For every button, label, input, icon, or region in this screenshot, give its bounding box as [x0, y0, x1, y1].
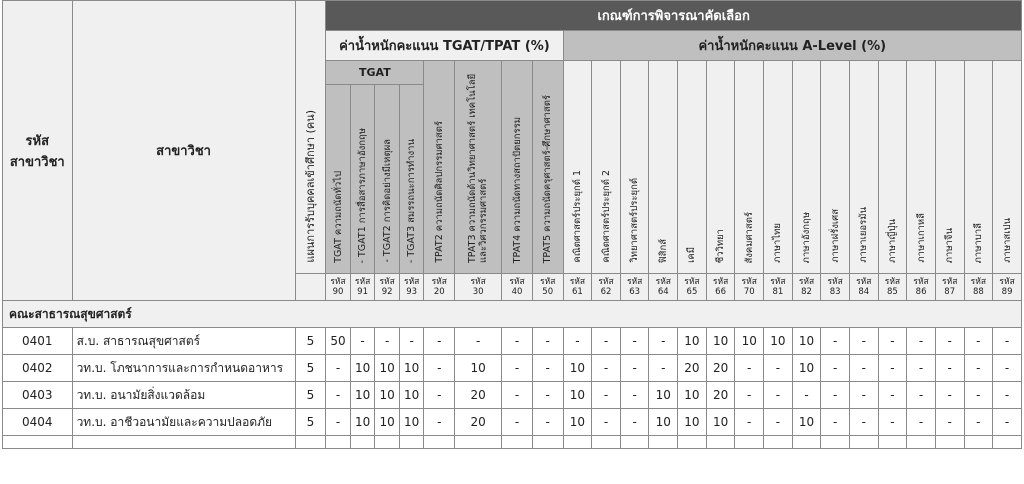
subject-code: รหัส 20 — [424, 274, 455, 301]
subject-label: ภาษาบาลี — [964, 61, 993, 274]
row-value: - — [821, 382, 850, 409]
row-value: - — [935, 328, 964, 355]
header-major: สาขาวิชา — [72, 1, 295, 301]
empty-cell — [592, 436, 621, 449]
row-value: - — [878, 328, 907, 355]
subject-label: คณิตศาสตร์ประยุกต์ 2 — [592, 61, 621, 274]
subject-code: รหัส 82 — [792, 274, 821, 301]
subject-code: รหัส 90 — [326, 274, 351, 301]
row-value: 10 — [649, 382, 678, 409]
row-value: - — [821, 409, 850, 436]
row-value: - — [592, 409, 621, 436]
subject-code: รหัส 70 — [735, 274, 764, 301]
subject-label: ภาษาฝรั่งเศส — [821, 61, 850, 274]
subject-label: วิทยาศาสตร์ประยุกต์ — [620, 61, 649, 274]
empty-cell — [907, 436, 936, 449]
subject-label: - TGAT1 การสื่อสารภาษาอังกฤษ — [350, 85, 375, 274]
row-value: - — [935, 355, 964, 382]
row-value: - — [907, 355, 936, 382]
row-value: - — [620, 409, 649, 436]
row-value: 10 — [563, 382, 592, 409]
subject-label: TGAT ความถนัดทั่วไป — [326, 85, 351, 274]
row-value: - — [764, 382, 793, 409]
empty-cell — [532, 436, 563, 449]
row-value: 10 — [678, 382, 707, 409]
subject-code: รหัส 83 — [821, 274, 850, 301]
row-value: 10 — [649, 409, 678, 436]
row-value: - — [502, 409, 533, 436]
row-value: 10 — [350, 382, 375, 409]
empty-cell — [678, 436, 707, 449]
row-value: - — [878, 409, 907, 436]
row-value: - — [455, 328, 502, 355]
row-value: - — [532, 355, 563, 382]
row-value: - — [532, 328, 563, 355]
row-plan: 5 — [295, 409, 326, 436]
subject-label: - TGAT2 การคิดอย่างมีเหตุผล — [375, 85, 400, 274]
subject-code: รหัส 61 — [563, 274, 592, 301]
row-value: - — [764, 355, 793, 382]
row-value: 10 — [706, 409, 735, 436]
row-value: 20 — [706, 355, 735, 382]
row-value: - — [993, 328, 1022, 355]
row-value: - — [326, 382, 351, 409]
row-code: 0404 — [3, 409, 73, 436]
subject-label: ภาษาญี่ปุ่น — [878, 61, 907, 274]
empty-cell — [563, 436, 592, 449]
row-value: 10 — [563, 409, 592, 436]
row-value: - — [849, 328, 878, 355]
empty-cell — [502, 436, 533, 449]
row-major: วท.บ. อาชีวอนามัยและความปลอดภัย — [72, 409, 295, 436]
subject-code: รหัส 89 — [993, 274, 1022, 301]
subject-label: ฟิสิกส์ — [649, 61, 678, 274]
table-row — [3, 409, 1022, 436]
header-plan: แผนการรับบุคคลเข้าศึกษา (คน) — [295, 1, 326, 274]
row-value: 50 — [326, 328, 351, 355]
row-code: 0402 — [3, 355, 73, 382]
row-value: 10 — [678, 409, 707, 436]
row-major: ส.บ. สาธารณสุขศาสตร์ — [72, 328, 295, 355]
table-row — [3, 436, 1022, 449]
row-value: 10 — [792, 409, 821, 436]
subject-label: TPAT4 ความถนัดทางสถาปัตยกรรม — [502, 61, 533, 274]
row-value: - — [326, 409, 351, 436]
subject-code: รหัส 92 — [375, 274, 400, 301]
row-value: - — [502, 328, 533, 355]
empty-cell — [706, 436, 735, 449]
empty-cell — [72, 436, 295, 449]
row-value: 10 — [375, 355, 400, 382]
row-value: - — [350, 328, 375, 355]
row-value: 10 — [399, 355, 424, 382]
row-value: - — [849, 382, 878, 409]
row-value: - — [849, 409, 878, 436]
faculty-heading: คณะสาธารณสุขศาสตร์ — [3, 301, 1022, 328]
row-value: 10 — [350, 409, 375, 436]
row-value: 10 — [563, 355, 592, 382]
subject-label: TPAT3 ความถนัดด้านวิทยาศาสตร์ เทคโนโลยี และวิศวกรรมศาสตร์ — [455, 61, 502, 274]
row-value: 10 — [399, 382, 424, 409]
row-value: 10 — [375, 382, 400, 409]
row-value: - — [399, 328, 424, 355]
row-value: 20 — [706, 382, 735, 409]
empty-cell — [350, 436, 375, 449]
empty-cell — [399, 436, 424, 449]
subject-label: TPAT2 ความถนัดศิลปกรรมศาสตร์ — [424, 61, 455, 274]
row-value: 10 — [678, 328, 707, 355]
subject-code: รหัส 88 — [964, 274, 993, 301]
empty-cell — [620, 436, 649, 449]
row-value: - — [964, 409, 993, 436]
row-value: - — [878, 355, 907, 382]
row-value: - — [735, 409, 764, 436]
subject-label: ภาษาอังกฤษ — [792, 61, 821, 274]
row-value: - — [592, 355, 621, 382]
empty-cell — [424, 436, 455, 449]
subject-code: รหัส 30 — [455, 274, 502, 301]
row-value: - — [935, 382, 964, 409]
row-value: - — [620, 355, 649, 382]
header-code: รหัส สาขาวิชา — [3, 1, 73, 301]
header-tgat: TGAT — [326, 61, 424, 85]
row-value: - — [935, 409, 964, 436]
subject-code: รหัส 84 — [849, 274, 878, 301]
plan-code-cell — [295, 274, 326, 301]
subject-code: รหัส 66 — [706, 274, 735, 301]
subject-label: ภาษาสเปน — [993, 61, 1022, 274]
empty-cell — [326, 436, 351, 449]
subject-code: รหัส 62 — [592, 274, 621, 301]
row-code: 0401 — [3, 328, 73, 355]
row-value: - — [764, 409, 793, 436]
row-value: - — [821, 355, 850, 382]
row-value: 20 — [678, 355, 707, 382]
row-plan: 5 — [295, 355, 326, 382]
row-value: 20 — [455, 409, 502, 436]
row-value: - — [735, 355, 764, 382]
row-value: - — [424, 355, 455, 382]
row-value: - — [735, 382, 764, 409]
empty-cell — [792, 436, 821, 449]
row-value: - — [993, 409, 1022, 436]
row-value: - — [993, 355, 1022, 382]
subject-code: รหัส 86 — [907, 274, 936, 301]
row-value: 10 — [350, 355, 375, 382]
subject-code: รหัส 91 — [350, 274, 375, 301]
header-alevel: ค่าน้ำหนักคะแนน A-Level (%) — [563, 31, 1021, 61]
empty-cell — [649, 436, 678, 449]
subject-code: รหัส 64 — [649, 274, 678, 301]
row-value: - — [907, 328, 936, 355]
admission-criteria-table — [2, 0, 1022, 449]
empty-cell — [764, 436, 793, 449]
empty-cell — [993, 436, 1022, 449]
row-value: - — [375, 328, 400, 355]
subject-code: รหัส 81 — [764, 274, 793, 301]
empty-cell — [735, 436, 764, 449]
row-value: 20 — [455, 382, 502, 409]
empty-cell — [375, 436, 400, 449]
row-value: - — [532, 382, 563, 409]
row-value: - — [907, 382, 936, 409]
subject-label: - TGAT3 สมรรถนะการทำงาน — [399, 85, 424, 274]
empty-cell — [455, 436, 502, 449]
subject-label: คณิตศาสตร์ประยุกต์ 1 — [563, 61, 592, 274]
row-value: 10 — [706, 328, 735, 355]
subject-label: สังคมศาสตร์ — [735, 61, 764, 274]
row-value: - — [821, 328, 850, 355]
subject-code: รหัส 50 — [532, 274, 563, 301]
subject-label: ภาษาไทย — [764, 61, 793, 274]
table-row — [3, 328, 1022, 355]
empty-cell — [295, 436, 326, 449]
row-value: - — [424, 409, 455, 436]
row-value: - — [424, 382, 455, 409]
row-value: - — [849, 355, 878, 382]
row-value: - — [424, 328, 455, 355]
row-value: - — [964, 355, 993, 382]
row-value: - — [993, 382, 1022, 409]
row-value: - — [878, 382, 907, 409]
header-tgat-tpat: ค่าน้ำหนักคะแนน TGAT/TPAT (%) — [326, 31, 563, 61]
row-value: - — [620, 328, 649, 355]
subject-label: TPAT5 ความถนัดครุศาสตร์-ศึกษาศาสตร์ — [532, 61, 563, 274]
header-criteria: เกณฑ์การพิจารณาคัดเลือก — [326, 1, 1022, 31]
row-value: - — [592, 382, 621, 409]
row-value: - — [502, 382, 533, 409]
row-value: 10 — [735, 328, 764, 355]
row-value: 10 — [792, 328, 821, 355]
row-major: วท.บ. อนามัยสิ่งแวดล้อม — [72, 382, 295, 409]
row-value: - — [649, 355, 678, 382]
row-value: 10 — [399, 409, 424, 436]
subject-code: รหัส 40 — [502, 274, 533, 301]
subject-code: รหัส 65 — [678, 274, 707, 301]
empty-cell — [935, 436, 964, 449]
subject-label: ชีววิทยา — [706, 61, 735, 274]
row-value: - — [907, 409, 936, 436]
row-value: - — [592, 328, 621, 355]
row-value: - — [532, 409, 563, 436]
row-plan: 5 — [295, 382, 326, 409]
subject-label: ภาษาจีน — [935, 61, 964, 274]
subject-code: รหัส 85 — [878, 274, 907, 301]
row-code: 0403 — [3, 382, 73, 409]
row-value: - — [620, 382, 649, 409]
subject-label: เคมี — [678, 61, 707, 274]
empty-cell — [849, 436, 878, 449]
row-value: 10 — [375, 409, 400, 436]
row-value: 10 — [792, 355, 821, 382]
row-value: 10 — [455, 355, 502, 382]
row-value: 10 — [764, 328, 793, 355]
subject-code: รหัส 93 — [399, 274, 424, 301]
row-value: - — [502, 355, 533, 382]
row-value: - — [964, 382, 993, 409]
row-value: - — [563, 328, 592, 355]
empty-cell — [821, 436, 850, 449]
row-major: วท.บ. โภชนาการและการกำหนดอาหาร — [72, 355, 295, 382]
empty-cell — [878, 436, 907, 449]
row-value: - — [792, 382, 821, 409]
row-value: - — [649, 328, 678, 355]
subject-code: รหัส 63 — [620, 274, 649, 301]
empty-cell — [964, 436, 993, 449]
row-plan: 5 — [295, 328, 326, 355]
table-row — [3, 355, 1022, 382]
subject-label: ภาษาเยอรมัน — [849, 61, 878, 274]
row-value: - — [326, 355, 351, 382]
subject-code: รหัส 87 — [935, 274, 964, 301]
subject-label: ภาษาเกาหลี — [907, 61, 936, 274]
row-value: - — [964, 328, 993, 355]
empty-cell — [3, 436, 73, 449]
table-row — [3, 382, 1022, 409]
